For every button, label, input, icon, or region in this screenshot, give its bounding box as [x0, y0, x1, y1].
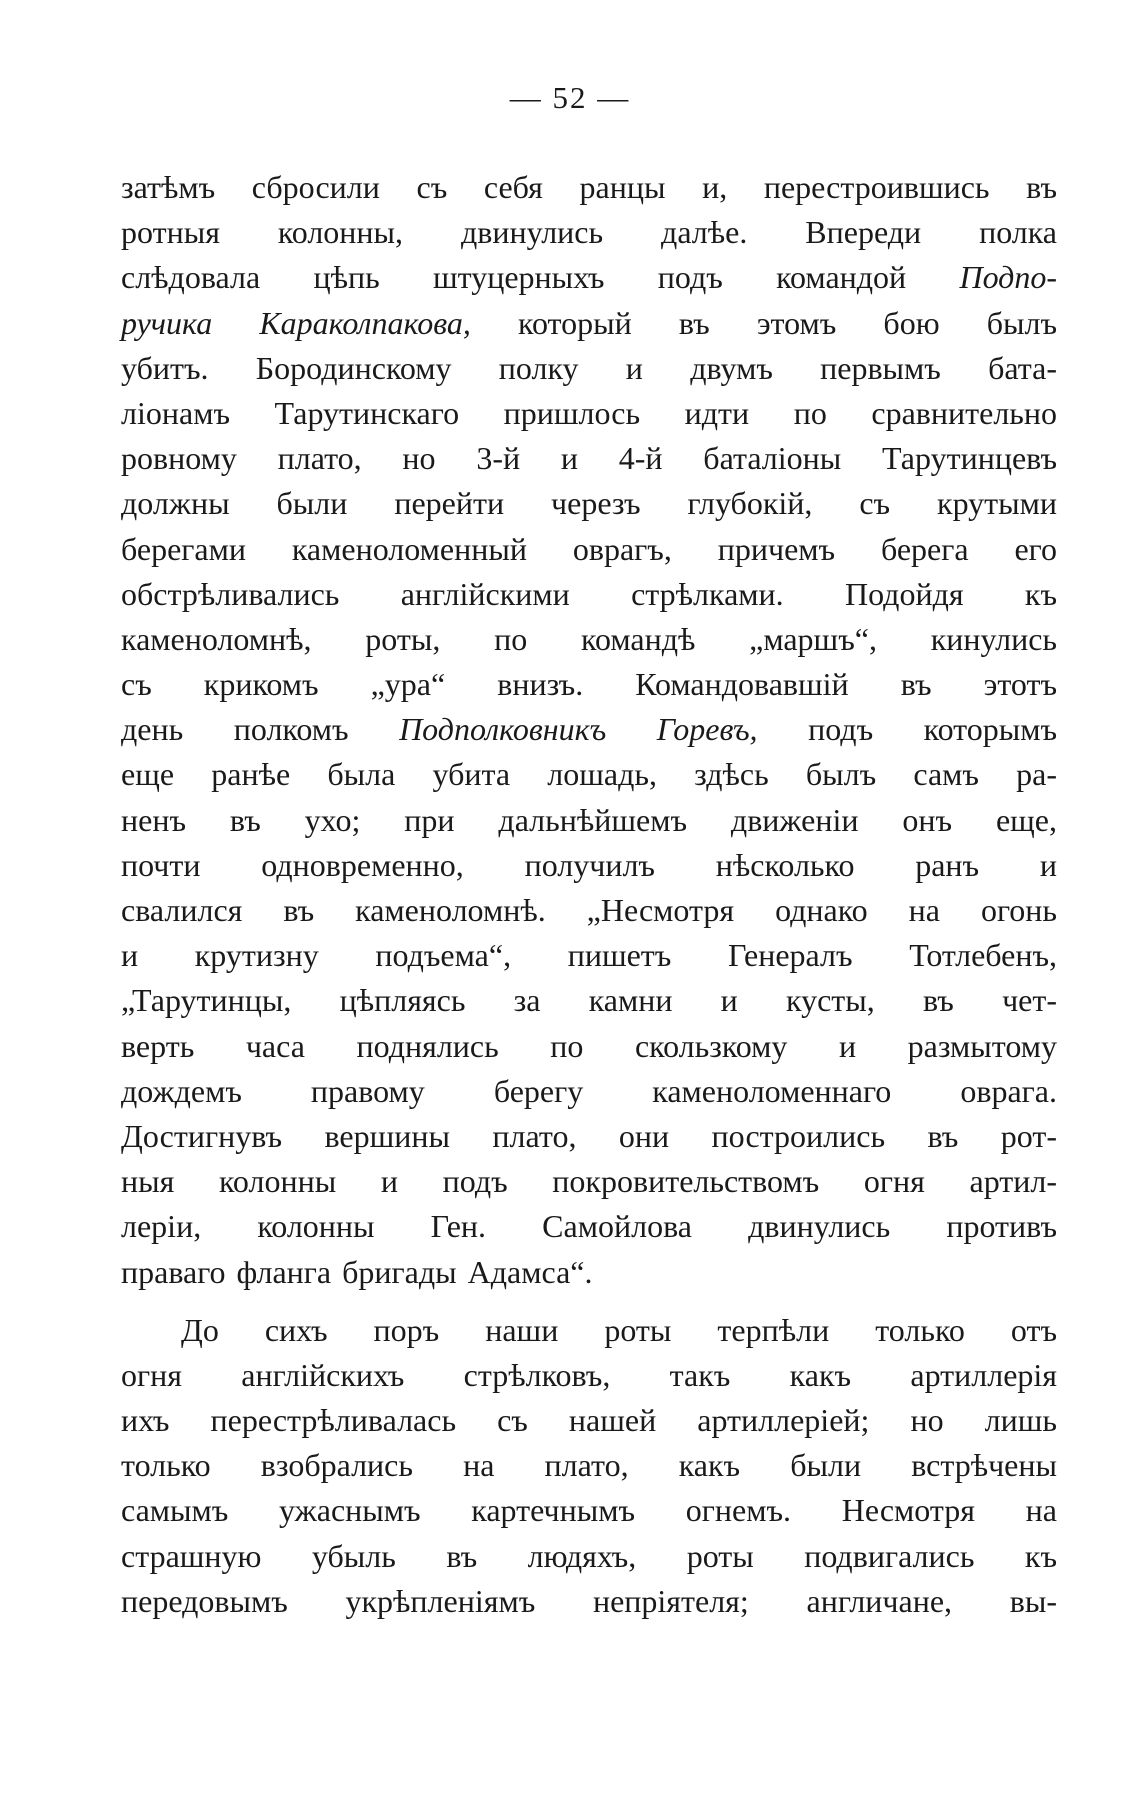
text-line: только взобрались на плато, какъ были встрѣчены [121, 1447, 1057, 1484]
text-line: праваго фланга бригады Адамса“. [121, 1253, 593, 1290]
page-number: — 52 — [509, 80, 631, 115]
text-line: ротныя колонны, двинулись далѣе. Впереди полка [121, 214, 1057, 251]
text-line: передовымъ укрѣпленіямъ непріятеля; англичане, вы- [121, 1582, 1057, 1619]
text-line: самымъ ужаснымъ картечнымъ огнемъ. Несмотря на [121, 1492, 1057, 1529]
paragraph-1 [121, 165, 1057, 1295]
text-line: должны были перейти черезъ глубокій, съ крутыми [121, 485, 1057, 522]
text-line: убитъ. Бородинскому полку и двумъ первымъ бата- [121, 349, 1057, 386]
text-line: обстрѣливались англійскими стрѣлками. Подойдя къ [121, 575, 1057, 612]
text-line: огня англійскихъ стрѣлковъ, такъ какъ артиллерія [121, 1356, 1057, 1393]
text-line: дождемъ правому берегу каменоломеннаго оврага. [121, 1072, 1057, 1109]
italic-name: Подполковникъ Горевъ, [399, 711, 758, 748]
italic-name: Подпо- [959, 259, 1057, 296]
text-line: „Тарутинцы, цѣпляясь за камни и кусты, въ чет- [121, 982, 1057, 1019]
text-line: берегами каменоломенный оврагъ, причемъ берега его [121, 530, 1057, 567]
text-line: ныя колонны и подъ покровительствомъ огня артил- [121, 1163, 1057, 1200]
text-line: еще ранѣе была убита лошадь, здѣсь былъ самъ ра- [121, 756, 1057, 793]
text-line: страшную убыль въ людяхъ, роты подвигались къ [121, 1537, 1057, 1574]
text-line: До сихъ поръ наши роты терпѣли только отъ [181, 1311, 1057, 1348]
text-line: слѣдовала цѣпь штуцерныхъ подъ командой Подпо- [121, 259, 1057, 296]
text-line: день полкомъ Подполковникъ Горевъ, подъ которымъ [121, 711, 1058, 748]
italic-name: ручика Караколпакова, [121, 304, 471, 341]
text-line: Достигнувъ вершины плато, они построились въ рот- [121, 1117, 1057, 1154]
text-line: леріи, колонны Ген. Самойлова двинулись противъ [121, 1208, 1057, 1245]
text-line: верть часа поднялись по скользкому и размытому [121, 1027, 1057, 1064]
text-line: каменоломнѣ, роты, по командѣ „маршъ“, кинулись [121, 620, 1057, 657]
text-line: ручика Караколпакова, который въ этомъ бою былъ [121, 304, 1058, 341]
text-line: ліонамъ Тарутинскаго пришлось идти по сравнительно [121, 394, 1057, 431]
text-line: и крутизну подъема“, пишетъ Генералъ Тотлебенъ, [121, 937, 1057, 974]
text-line: ихъ перестрѣливалась съ нашей артиллеріей; но лишь [121, 1402, 1057, 1439]
text-line: свалился въ каменоломнѣ. „Несмотря однако на огонь [121, 892, 1057, 928]
body-text [121, 165, 1057, 1624]
text-line: ненъ въ ухо; при дальнѣйшемъ движеніи онъ еще, [121, 801, 1057, 838]
text-line: почти одновременно, получилъ нѣсколько ранъ и [121, 846, 1057, 883]
paragraph-2 [121, 1308, 1057, 1624]
text-line: затѣмъ сбросили съ себя ранцы и, перестроившись въ [121, 169, 1057, 205]
text-line: съ крикомъ „ура“ внизъ. Командовавшій въ этотъ [121, 666, 1057, 703]
text-line: ровному плато, но 3-й и 4-й баталіоны Тарутинцевъ [121, 440, 1057, 477]
